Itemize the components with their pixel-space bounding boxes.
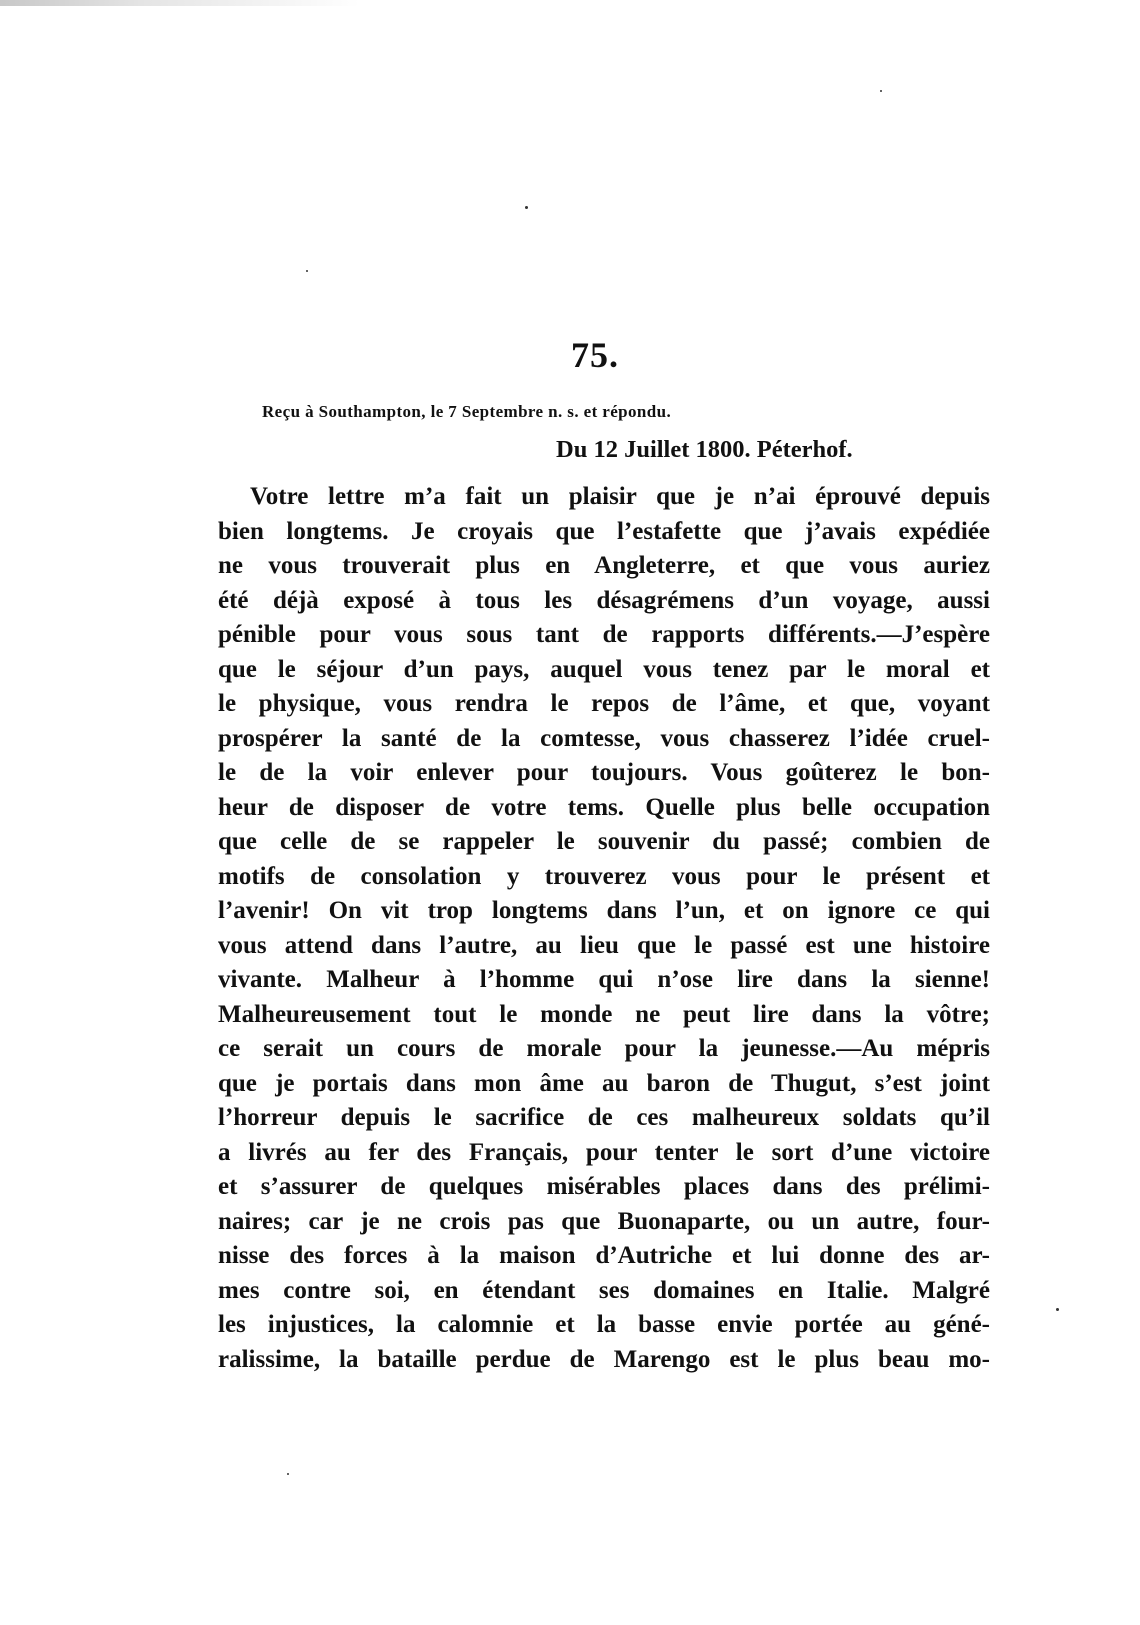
- scan-edge-shadow: [0, 0, 360, 6]
- letter-number: 75.: [571, 335, 619, 375]
- body-line: ralissime, la bataille perdue de Marengo est le plus beau mo-: [218, 1345, 990, 1373]
- body-line: ne vous trouverait plus en Angleterre, et que vous auriez: [218, 552, 990, 579]
- body-line: prospérer la santé de la comtesse, vous chasserez l’idée cruel-: [218, 724, 990, 752]
- body-line: motifs de consolation y trouverez vous pour le présent et: [218, 862, 990, 890]
- body-line: les injustices, la calomnie et la basse envie portée au géné-: [218, 1311, 990, 1338]
- body-line: que celle de se rappeler le souvenir du passé; combien de: [218, 828, 990, 855]
- scan-speck: [880, 90, 882, 92]
- body-line: naires; car je ne crois pas que Buonaparte, ou un autre, four-: [218, 1207, 990, 1235]
- body-line: vous attend dans l’autre, au lieu que le passé est une histoire: [218, 931, 990, 959]
- scan-speck: [287, 1473, 289, 1475]
- body-line: et s’assurer de quelques misérables places dans des prélimi-: [218, 1173, 990, 1200]
- body-line: mes contre soi, en étendant ses domaines en Italie. Malgré: [218, 1276, 990, 1304]
- body-line: heur de disposer de votre tems. Quelle plus belle occupation: [218, 793, 990, 821]
- body-line: le de la voir enlever pour toujours. Vous goûterez le bon-: [218, 759, 990, 786]
- scan-speck: [1056, 1308, 1059, 1311]
- letter-body: [218, 480, 990, 1377]
- body-line: été déjà exposé à tous les désagrémens d’un voyage, aussi: [218, 586, 990, 614]
- scan-speck: [306, 270, 308, 272]
- body-line: vivante. Malheur à l’homme qui n’ose lire dans la sienne!: [218, 966, 990, 993]
- body-line: l’avenir! On vit trop longtems dans l’un, et on ignore ce qui: [218, 897, 990, 924]
- receipt-note: Reçu à Southampton, le 7 Septembre n. s. et répondu.: [262, 402, 672, 421]
- body-line: que je portais dans mon âme au baron de Thugut, s’est joint: [218, 1069, 990, 1097]
- body-line: bien longtems. Je croyais que l’estafette que j’avais expédiée: [218, 517, 990, 545]
- body-line: a livrés au fer des Français, pour tenter le sort d’une victoire: [218, 1138, 990, 1166]
- scan-speck: [525, 206, 528, 209]
- body-line: Votre lettre m’a fait un plaisir que je n’ai éprouvé depuis: [250, 483, 990, 510]
- body-line: pénible pour vous sous tant de rapports différents.—J’espère: [218, 621, 990, 648]
- body-line: ce serait un cours de morale pour la jeunesse.—Au mépris: [218, 1035, 990, 1062]
- body-line: le physique, vous rendra le repos de l’âme, et que, voyant: [218, 690, 990, 717]
- body-line: que le séjour d’un pays, auquel vous tenez par le moral et: [218, 655, 990, 683]
- body-line: l’horreur depuis le sacrifice de ces malheureux soldats qu’il: [218, 1104, 990, 1131]
- body-line: Malheureusement tout le monde ne peut lire dans la vôtre;: [218, 1000, 990, 1028]
- body-line: nisse des forces à la maison d’Autriche et lui donne des ar-: [218, 1242, 990, 1269]
- letter-date-line: Du 12 Juillet 1800. Péterhof.: [556, 436, 853, 463]
